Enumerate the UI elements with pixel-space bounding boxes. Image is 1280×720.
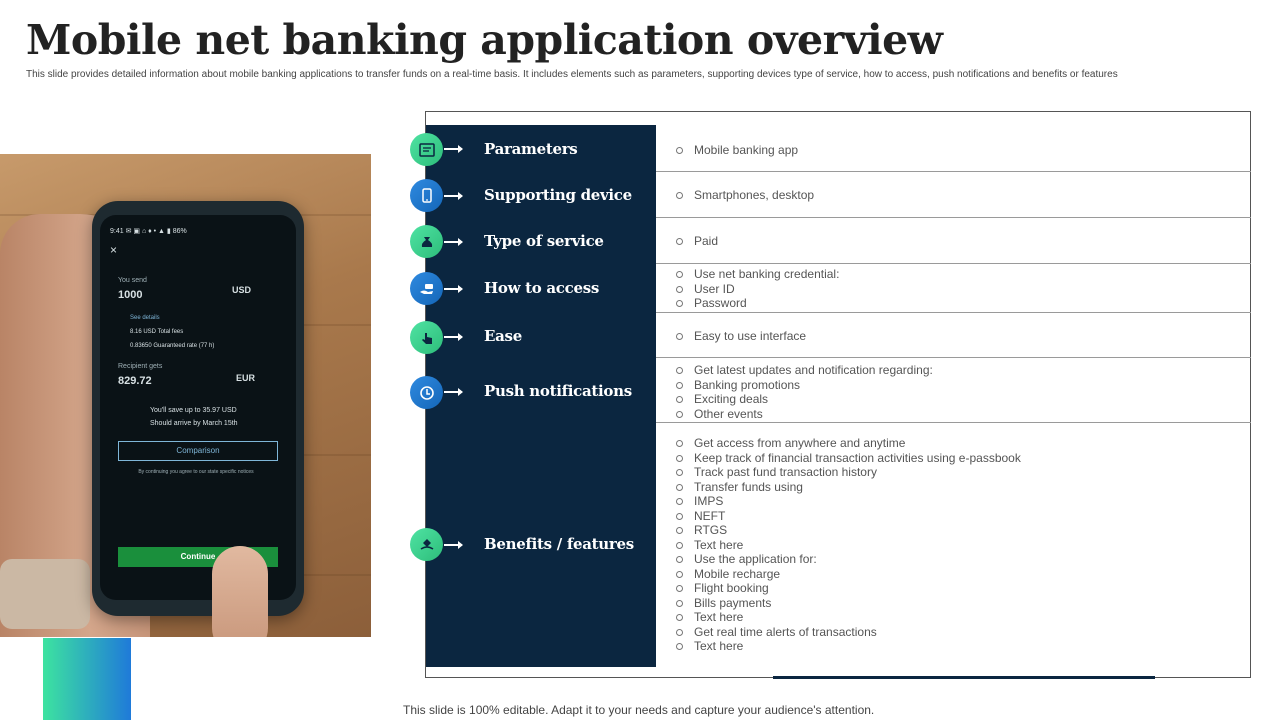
list-item: Get access from anywhere and anytime [676,436,1021,451]
list-item: Get real time alerts of transactions [676,625,1021,640]
thumb-illustration [212,546,268,637]
list-item: Flight booking [676,581,1021,596]
row-divider [656,171,1251,172]
list-item: Keep track of financial transaction activities using e-passbook [676,451,1021,466]
arrow-icon [444,544,462,546]
you-send-label: You send [118,277,147,284]
money-bag-icon [410,225,443,258]
phone-photo [0,154,371,637]
recipient-label: Recipient gets [118,363,163,370]
list-item: IMPS [676,494,1021,509]
list-item: Transfer funds using [676,480,1021,495]
footer-note: This slide is 100% editable. Adapt it to your needs and capture your audience's attention. [403,703,875,717]
row-items-type-of-service [676,234,718,249]
fees-text: 8.16 USD Total fees [130,329,184,335]
list-item: Get latest updates and notification regarding: [676,363,933,378]
row-label-how-to-access: How to access [484,279,599,297]
page-title: Mobile net banking application overview [26,16,943,64]
phone-status-bar: 9:41 ✉ ▣ ⌂ ♦ • ▲ ▮ 86% [110,228,187,235]
arrive-text: Should arrive by March 15th [150,420,238,427]
close-icon: × [110,243,118,257]
you-send-value: 1000 [118,289,143,301]
page-subtitle: This slide provides detailed information about mobile banking applications to transfer funds on a real-time basis. It includes elements such as parameters, supporting devices type of service, how to access, push notifications and benefits or features [26,69,1118,80]
row-label-push-notifications: Push notifications [484,382,632,400]
comparison-button: Comparison [118,441,278,461]
continue-button: Continue [118,547,278,567]
list-item: Text here [676,639,1021,654]
phone-device [92,201,304,616]
row-items-parameters [676,143,798,158]
list-item: Banking promotions [676,378,933,393]
rate-text: 0.83650 Guaranteed rate (77 h) [130,343,215,349]
watch-illustration [0,559,90,629]
list-item: NEFT [676,509,1021,524]
currency-to: EUR [236,373,256,383]
list-item: Other events [676,407,933,422]
device-icon [410,179,443,212]
list-item: Password [676,296,839,311]
list-item: Mobile recharge [676,567,1021,582]
arrow-icon [444,391,462,393]
list-item: Paid [676,234,718,249]
row-divider [656,357,1251,358]
arrow-icon [444,241,462,243]
list-item: Easy to use interface [676,329,806,344]
row-label-supporting-device: Supporting device [484,186,632,204]
recipient-value: 829.72 [118,375,152,387]
bottom-accent-line [773,676,1155,679]
row-items-push-notifications [676,363,933,421]
list-item: User ID [676,282,839,297]
row-label-benefits-features: Benefits / features [484,535,634,553]
row-items-supporting-device [676,188,814,203]
row-items-ease [676,329,806,344]
row-label-parameters: Parameters [484,140,578,158]
row-divider [656,263,1251,264]
see-details-link: See details [130,315,160,321]
list-item: Text here [676,610,1021,625]
touch-icon [410,321,443,354]
hand-card-icon [410,272,443,305]
list-item: Use net banking credential: [676,267,839,282]
benefits-icon [410,528,443,561]
row-divider [656,217,1251,218]
row-label-ease: Ease [484,327,522,345]
row-items-how-to-access [676,267,839,311]
list-item: Text here [676,538,1021,553]
save-text: You'll save up to 35.97 USD [150,407,237,414]
arrow-icon [444,148,462,150]
list-item: Mobile banking app [676,143,798,158]
list-item: Exciting deals [676,392,933,407]
row-divider [656,312,1251,313]
arrow-icon [444,336,462,338]
phone-screen [100,215,296,600]
app-icon [410,133,443,166]
terms-text: By continuing you agree to our state specific notices [138,469,254,475]
currency-from: USD [232,285,252,295]
row-items-benefits-features [676,436,1021,654]
arrow-icon [444,195,462,197]
row-label-type-of-service: Type of service [484,232,604,250]
list-item: Use the application for: [676,552,1021,567]
list-item: RTGS [676,523,1021,538]
list-item: Smartphones, desktop [676,188,814,203]
row-divider [656,422,1251,423]
notification-icon [410,376,443,409]
list-item: Bills payments [676,596,1021,611]
arrow-icon [444,288,462,290]
gradient-accent-bar [43,638,131,720]
list-item: Track past fund transaction history [676,465,1021,480]
